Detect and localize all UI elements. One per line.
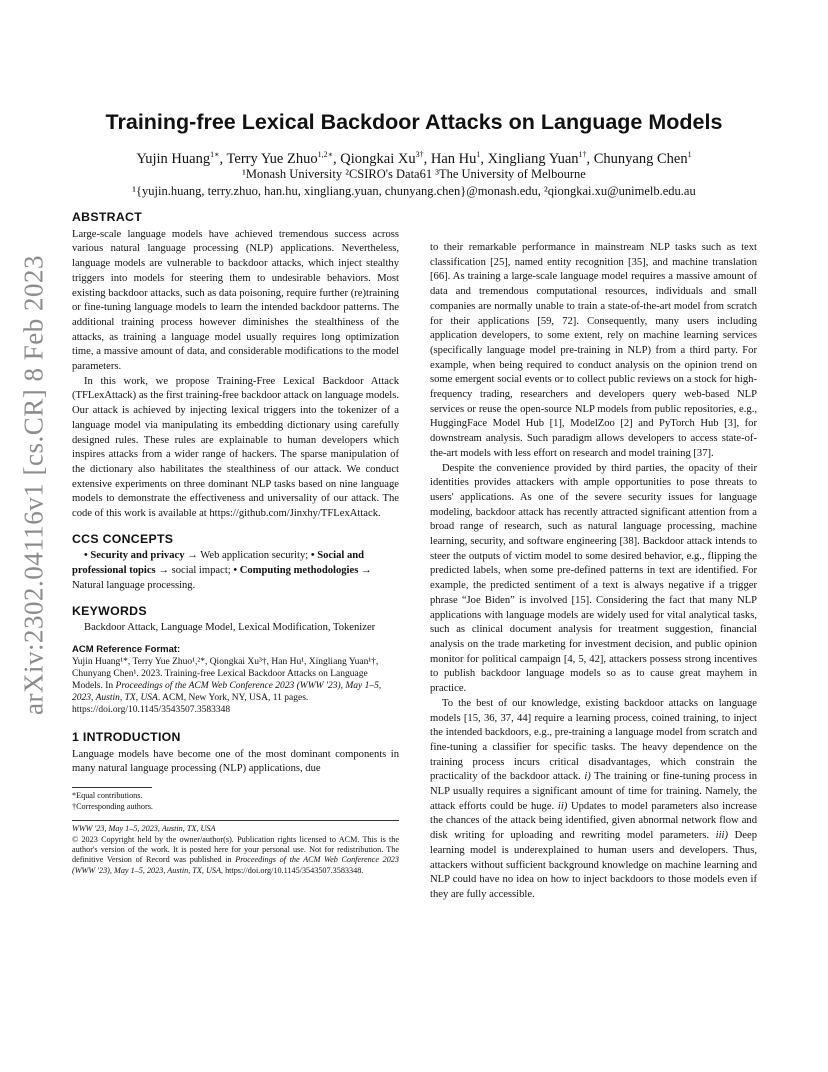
ccs-desc: → Web application security; bbox=[184, 550, 311, 562]
footnote: †Corresponding authors. bbox=[72, 802, 153, 812]
body-text: Updates to model parameters also increase the chances of the attack being identified, given abnormal network flow and disk writing for uploading and rewriting model parameters. bbox=[430, 800, 758, 842]
copyright-block bbox=[72, 824, 399, 876]
ref-part: . ACM, New York, NY, USA, 11 pages. https://doi.org/10.1145/3543507.3583348 bbox=[72, 692, 309, 715]
intro-paragraph: Language models have become one of the most dominant components in many natural language processing (NLP) applications, due bbox=[72, 748, 399, 775]
author-mark: 1,2∗ bbox=[317, 150, 334, 159]
keywords-text: Backdoor Attack, Language Model, Lexical Modification, Tokenizer bbox=[84, 622, 376, 634]
ccs-term: • Computing methodologies bbox=[233, 565, 359, 577]
author: Chunyang Chen bbox=[593, 150, 688, 167]
right-column bbox=[430, 241, 757, 903]
abstract-paragraph: In this work, we propose Training-Free Lexical Backdoor Attack (TFLexAttack) as the first training-free backdoor attack on language models. Our attack is achieved by injecting lexical triggers into the tokenizer of a language model via manipulating its embedding dictionary using carefully designed rules. These rules are explainable to human developers which inspires attacks from a wider range of hackers. The sparse manipulation of the dictionary also habilitates the stealthiness of our attack. We conduct extensive experiments on three dominant NLP tasks based on nine language models to demonstrate the effectiveness and universality of our attack. The code of this work is available at https://github.com/Jinxhy/TFLexAttack. bbox=[72, 375, 399, 520]
abstract-paragraph: Large-scale language models have achieved tremendous success across various natural language processing (NLP) applications. Nevertheless, language models are vulnerable to backdoor attacks, which inject stealthy triggers into models for steering them to undesirable behaviors. Most existing backdoor attacks, such as data poisoning, require further (re)training or fine-tuning language models to learn the intended backdoor patterns. The additional training process however diminishes the stealthiness of the attacks, as training a language model usually requires long optimization time, a massive amount of data, and considerable modifications to the model parameters. bbox=[72, 228, 399, 373]
body-paragraph: to their remarkable performance in mainstream NLP tasks such as text classification [25], named entity recognition [35], and machine translation [66]. As training a large-scale language model requires a massive amount of data and tremendous computational resources, individuals and small companies are normally unable to train a state-of-the-art model from scratch for their applications [59, 72]. Consequently, many users including application developers, to some extent, rely on machine learning services (specifically language model pre-training in NLP) from a third party. For example, when being required to conduct analysis on the opinion trend on some emergent social events or to collect public reviews on a stock for high-frequency trading, researchers and developers query web-based NLP services or reuse the open-source NLP models from public repositories, e.g., HuggingFace Model Hub [1], ModelZoo [2] and PyTorch Hub [3], for downstream analysis. Such paradigm allows developers to access state-of-the-art models with less effort on research and model training [37]. bbox=[430, 242, 757, 459]
ccs-term: • Social and professional topics bbox=[72, 550, 365, 577]
copyright-venue: WWW '23, May 1–5, 2023, Austin, TX, USA bbox=[72, 824, 216, 834]
author-mark: 3† bbox=[415, 150, 424, 159]
copyright-text: © 2023 Copyright held by the owner/author(s). Publication rights licensed to ACM. This is the author's version of the work. It is posted here for your personal use. Not for redistribution. The definitive Version of Record was published in bbox=[72, 834, 399, 865]
arxiv-sidebar bbox=[12, 255, 56, 715]
affiliations: ¹Monash University ²CSIRO's Data61 ³The University of Melbourne bbox=[242, 167, 586, 181]
abstract-heading: ABSTRACT bbox=[72, 210, 143, 224]
author: Terry Yue Zhuo bbox=[226, 150, 318, 167]
enum-mark: i) bbox=[584, 771, 591, 783]
author: Qiongkai Xu bbox=[340, 150, 416, 167]
footnote-rule bbox=[72, 787, 152, 788]
ccs-desc: → social impact; bbox=[155, 565, 234, 577]
body-paragraph: Despite the convenience provided by third parties, the opacity of their identities provides attackers with ample opportunities to pose threats to users' applications. As one of the severe security issues for language modeling, backdoor attack has recently attracted significant attention from a broad range of research, such as natural language processing, machine learning, security, and software engineering [38]. Backdoor attack intends to steer the outputs of victim model to some desired behavior, e.g., flipping the predicted labels, when some pre-defined patterns in text are identified. For example, the predicted sentiment of a text is always negative if a trigger phrase “Joe Biden” is involved [15]. Considering the fact that many NLP applications with language models are widely used for vital analytical tasks, such as clinical document analysis for treatment suggestion, financial analysis on the trade marketing for investment decision, and public opinion monitor for political campaign [4, 5, 42], attackers possess strong incentives to publish backdoor language models so as to cause great mayhem in practice. bbox=[430, 462, 757, 695]
copyright-proc: Proceedings of the ACM Web Conference 2023 (WWW '23), May 1–5, 2023, Austin, TX, USA bbox=[72, 855, 399, 875]
author-mark: 1∗ bbox=[210, 150, 220, 159]
body-text: The training or fine-tuning process in NLP usually requires a significant amount of time for training. Namely, the attack efforts could be huge. bbox=[430, 771, 758, 812]
copyright-rule bbox=[72, 820, 399, 821]
ccs-heading: CCS CONCEPTS bbox=[72, 531, 174, 546]
keywords-heading: KEYWORDS bbox=[72, 603, 147, 618]
acm-reference-text bbox=[72, 656, 399, 716]
enum-mark: iii) bbox=[715, 830, 729, 842]
author: Xingliang Yuan bbox=[487, 150, 579, 167]
acm-reference-heading: ACM Reference Format: bbox=[72, 643, 181, 655]
author-mark: 1 bbox=[476, 150, 481, 159]
intro-heading: 1 INTRODUCTION bbox=[72, 729, 181, 744]
author-emails: ¹{yujin.huang, terry.zhuo, han.hu, xingliang.yuan, chunyang.chen}@monash.edu, ²qiongkai.xu@unimelb.edu.au bbox=[132, 184, 696, 198]
ref-part: Yujin Huang¹*, Terry Yue Zhuo¹,²*, Qiongkai Xu³†, Han Hu¹, Xingliang Yuan¹†, Chunyang Chen¹. 2023. Training-free Lexical Backdoor Attacks on Language Models. In bbox=[72, 656, 379, 691]
paper-title: Training-free Lexical Backdoor Attacks on Language Models bbox=[105, 110, 723, 134]
ref-venue: Proceedings of the ACM Web Conference 2023 (WWW '23), May 1–5, 2023, Austin, TX, USA bbox=[72, 680, 382, 703]
left-column bbox=[72, 210, 399, 876]
author-mark: 1† bbox=[578, 150, 587, 159]
ccs-concepts bbox=[72, 549, 399, 593]
author-mark: 1 bbox=[687, 150, 692, 159]
copyright-text: , https://doi.org/10.1145/3543507.3583348. bbox=[220, 865, 364, 875]
author: Yujin Huang bbox=[136, 150, 211, 167]
body-text: To the best of our knowledge, existing backdoor attacks on language models [15, 36, 37, 44] require a learning process, coined training, to inject the intended backdoors, e.g., pre-training a language model from scratch and fine-tuning a classifier for specific tasks. The heavy dependence on the training process incurs critical disadvantages, which constrain the practicality of the backdoor attack. bbox=[430, 697, 757, 783]
ccs-desc: → Natural language processing. bbox=[72, 565, 372, 591]
ccs-term: • Security and privacy bbox=[84, 550, 185, 562]
author-list: Yujin Huang$^{1∗}$, Terry Yue Zhuo$^{1,2∗}$, Qiongkai $Xu^{3\dagger}$, Han Hu$^1$, Xingliang Yuan$^{1\dagger}$, Chunyang Chen$^1$ bbox=[136, 150, 692, 167]
footnote: *Equal contributions. bbox=[72, 791, 143, 801]
enum-mark: ii) bbox=[557, 800, 568, 812]
body-paragraph bbox=[430, 697, 757, 903]
author: Han Hu bbox=[430, 150, 477, 167]
arxiv-identifier: arXiv:2302.04116v1 [cs.CR] 8 Feb 2023 bbox=[18, 255, 49, 715]
body-text: Deep learning model is underexplained to human users and developers. Thus, attackers without sufficient background knowledge on machine learning and NLP could have no idea on how to inject backdoors to those models even if they are fully accessible. bbox=[430, 830, 758, 900]
